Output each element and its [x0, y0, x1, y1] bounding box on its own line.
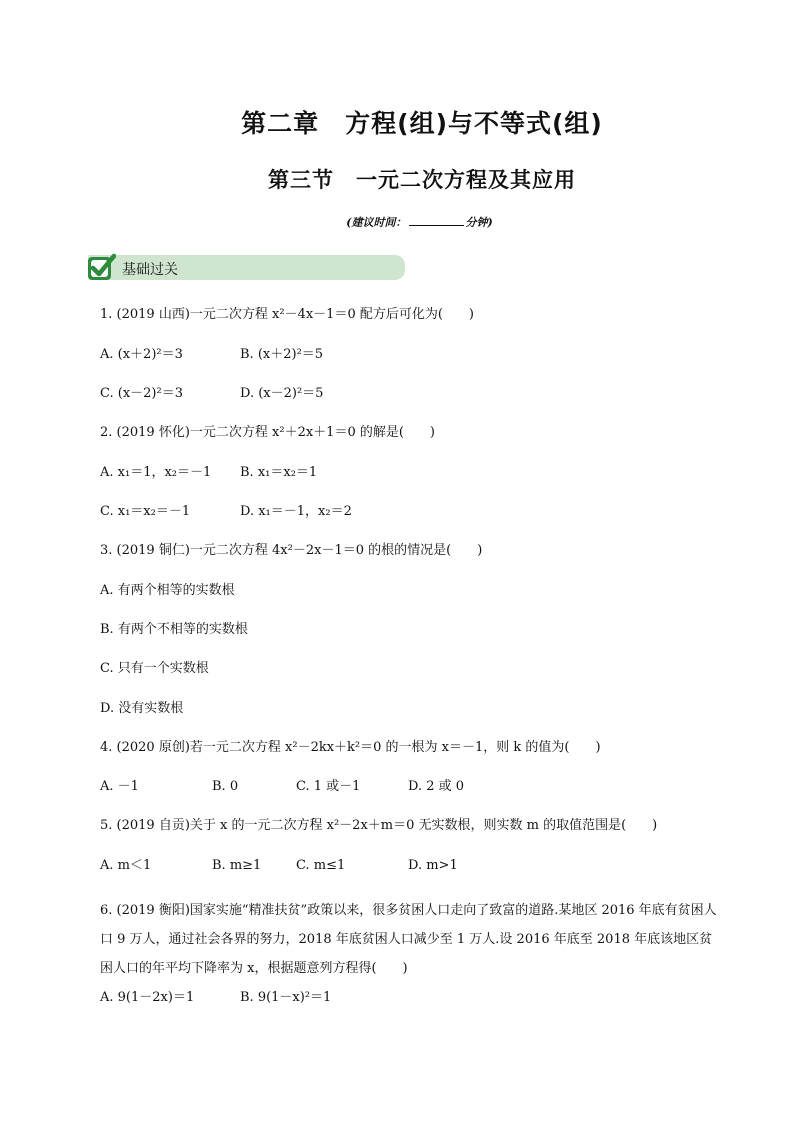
- section-title: 第三节 一元二次方程及其应用: [268, 168, 576, 192]
- question-4-option-c: C. 1 或－1: [296, 779, 361, 794]
- section-banner: [88, 255, 405, 280]
- question-5-option-c: C. m≤1: [296, 858, 346, 873]
- question-5-option-b: B. m≥1: [212, 858, 262, 873]
- question-6-option-b: B. 9(1－x)²＝1: [240, 990, 332, 1005]
- section-label: 基础过关: [122, 262, 178, 278]
- checkmark-icon: [86, 252, 116, 282]
- question-3-option-b: B. 有两个不相等的实数根: [100, 622, 248, 637]
- question-6-option-a: A. 9(1－2x)＝1: [100, 990, 195, 1005]
- question-1-stem: 1. (2019 山西)一元二次方程 x²－4x－1＝0 配方后可化为( ): [100, 307, 474, 322]
- question-1-option-b: B. (x＋2)²＝5: [240, 347, 324, 362]
- question-3-stem: 3. (2019 铜仁)一元二次方程 4x²－2x－1＝0 的根的情况是( ): [100, 543, 483, 558]
- question-2-stem: 2. (2019 怀化)一元二次方程 x²＋2x＋1＝0 的解是( ): [100, 425, 435, 440]
- question-5-option-d: D. m>1: [408, 858, 458, 873]
- chapter-title: 第二章 方程(组)与不等式(组): [241, 109, 603, 138]
- time-prefix: (建议时间：: [346, 216, 407, 229]
- question-1-option-a: A. (x＋2)²＝3: [100, 347, 183, 362]
- time-suffix: 分钟): [465, 216, 493, 229]
- question-4-option-a: A. －1: [100, 779, 139, 794]
- question-4-option-b: B. 0: [212, 779, 239, 794]
- suggested-time-note: [0, 214, 794, 230]
- question-5-option-a: A. m＜1: [100, 858, 152, 873]
- question-2-option-d: D. x₁＝－1，x₂＝2: [240, 504, 352, 519]
- question-4-option-d: D. 2 或 0: [408, 779, 465, 794]
- question-2-option-a: A. x₁＝1，x₂＝－1: [100, 465, 212, 480]
- question-5-stem: 5. (2019 自贡)关于 x 的一元二次方程 x²－2x＋m＝0 无实数根，则实数 m 的取值范围是( ): [100, 818, 658, 833]
- question-3-option-a: A. 有两个相等的实数根: [100, 583, 235, 598]
- question-2-option-c: C. x₁＝x₂＝－1: [100, 504, 191, 519]
- question-2-option-b: B. x₁＝x₂＝1: [240, 465, 318, 480]
- question-3-option-c: C. 只有一个实数根: [100, 661, 209, 676]
- question-1-option-d: D. (x－2)²＝5: [240, 386, 324, 401]
- time-blank: [409, 215, 464, 226]
- question-1-option-c: C. (x－2)²＝3: [100, 386, 183, 401]
- question-6-stem: 6. (2019 衡阳)国家实施“精准扶贫”政策以来，很多贫困人口走向了致富的道路.某地区 2016 年底有贫困人口 9 万人，通过社会各界的努力，2018 年底贫困人口减少至 1 万人.设 2016 年底至 2018 年底该地区贫困人口的年平均下降率为 x，根据题意列方程得( ): [100, 903, 717, 976]
- question-3-option-d: D. 没有实数根: [100, 701, 184, 716]
- question-4-stem: 4. (2020 原创)若一元二次方程 x²－2kx＋k²＝0 的一根为 x＝－1，则 k 的值为( ): [100, 740, 601, 755]
